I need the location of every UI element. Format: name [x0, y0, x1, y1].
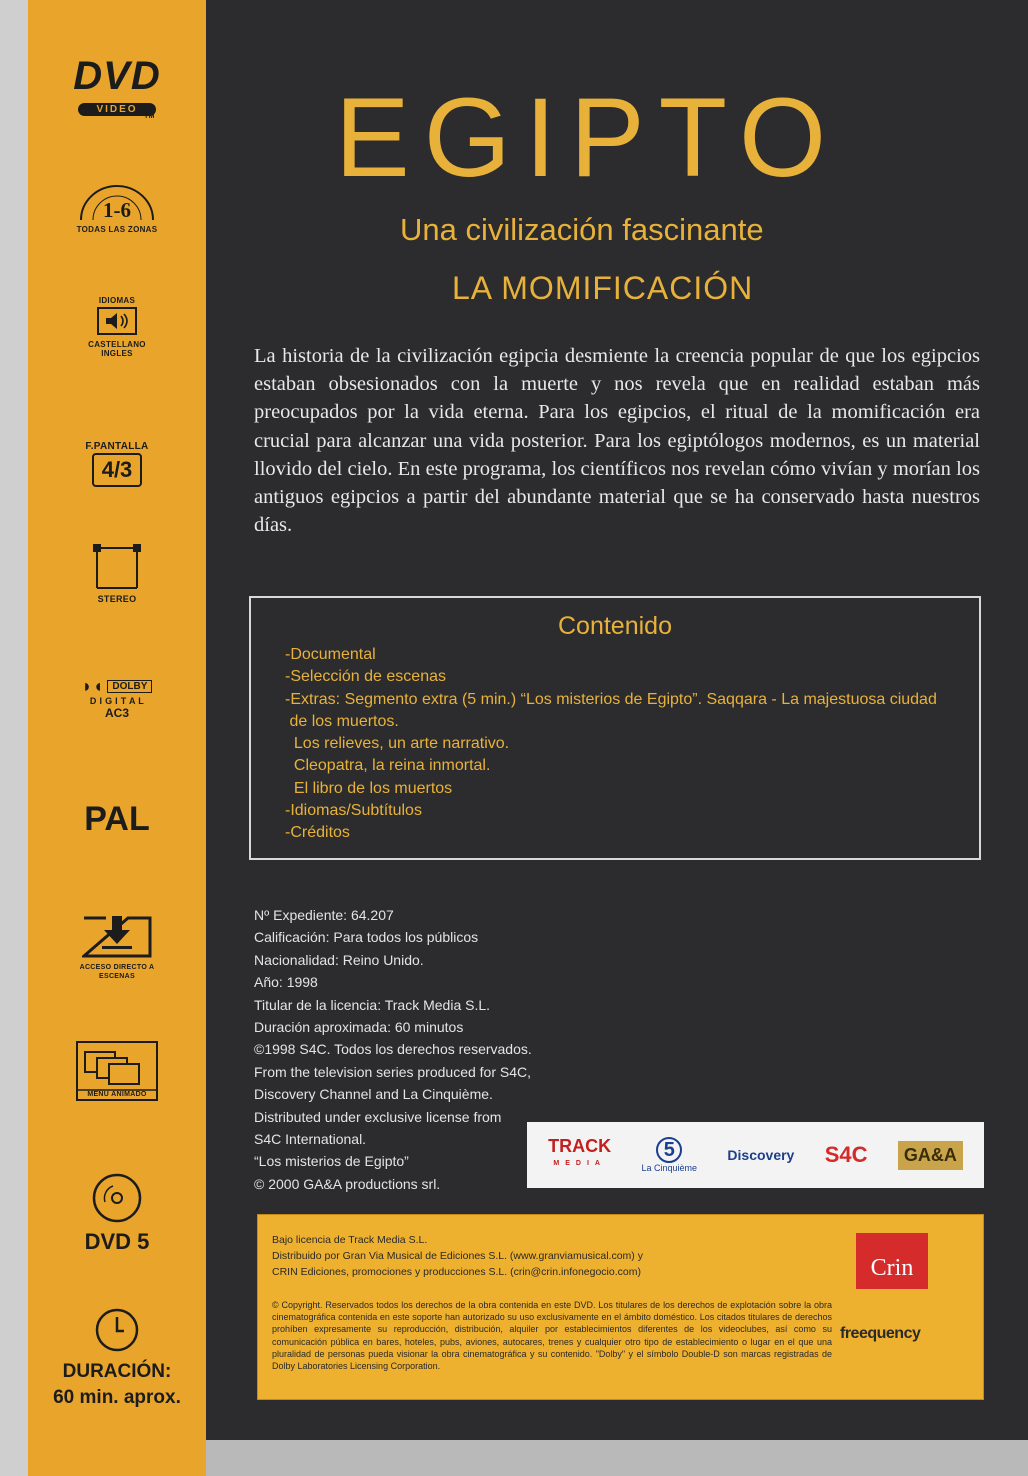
dolby-ac3: AC3: [104, 706, 129, 720]
s4c-logo: S4C: [824, 1142, 868, 1167]
partner-logos: [527, 1122, 984, 1188]
idiomas-label: IDIOMAS: [98, 296, 136, 305]
list-item: de los muertos.: [285, 712, 399, 730]
duracion-label: DURACIÓN:: [62, 1361, 172, 1382]
list-item: Los relieves, un arte narrativo.: [285, 735, 510, 753]
legal-line: Año: 1998: [254, 974, 318, 991]
scene-access-icon: [82, 914, 152, 958]
pantalla-label: F.PANTALLA: [85, 441, 149, 452]
legal-line: Discovery Channel and La Cinquième.: [254, 1086, 493, 1103]
contents-list: [285, 644, 975, 845]
duracion-value: 60 min. aprox.: [53, 1387, 181, 1408]
region-zones-block: [28, 182, 206, 234]
subtitle: Una civilización fascinante: [400, 212, 764, 247]
dvd5-label: DVD 5: [84, 1229, 150, 1254]
contents-title: Contenido: [558, 612, 672, 640]
episode-title: LA MOMIFICACIÓN: [452, 270, 754, 306]
freequency-logo: freequency: [840, 1325, 921, 1342]
discovery-logo: Discovery: [727, 1147, 795, 1163]
crin-logo: Crin: [856, 1233, 928, 1289]
zones-number: 1-6: [103, 198, 131, 222]
legal-line: ©1998 S4C. Todos los derechos reservados.: [254, 1041, 532, 1058]
duration-block: [28, 1306, 206, 1411]
tm-mark: TM: [144, 113, 155, 120]
license-lines: [272, 1232, 832, 1280]
legal-line: Distributed under exclusive license from: [254, 1108, 502, 1125]
clock-icon: [93, 1306, 141, 1354]
license-box: [257, 1214, 984, 1400]
gaa-logo: GA&A: [898, 1141, 963, 1170]
legal-line: Nº Expediente: 64.207: [254, 907, 394, 923]
legal-line: Duración aproximada: 60 minutos: [254, 1019, 464, 1036]
page-title: EGIPTO: [335, 75, 841, 200]
double-d-icon: ◗◖: [81, 676, 104, 696]
license-line: Bajo licencia de Track Media S.L.: [272, 1234, 428, 1246]
license-line: CRIN Ediciones, promociones y producciones S.L. (crin@crin.infonegocio.com): [272, 1266, 641, 1278]
list-item: -Idiomas/Subtítulos: [285, 802, 422, 820]
synopsis: La historia de la civilización egipcia desmiente la creencia popular de que los egipcios estaban obsesionados con la muerte y nos revela que en realidad estaban más preocupados por la vida eterna. Para los egipcios, el ritual de la momificación era crucial para alcanzar una vida posterior. Para los egiptólogos modernos, es un material llovido del cielo. En este programa, los científicos nos revelan cómo vivían y morían los antiguos egipcios a partir del abundante material que se ha conservado hasta nuestros días.: [254, 345, 980, 537]
menu-animado-label: MENU ANIMADO: [87, 1091, 147, 1098]
dolby-label: DOLBY: [107, 680, 152, 693]
dvd5-block: [28, 1172, 206, 1255]
dvd-video-logo: [28, 54, 206, 120]
dvd-logo-text: DVD: [73, 54, 161, 98]
license-line: Distribuido por Gran Via Musical de Ediciones S.L. (www.granviamusical.com) y: [272, 1250, 643, 1262]
la-cinquieme-logo: 5 La Cinquième: [641, 1139, 698, 1173]
disc-icon: [91, 1172, 143, 1224]
idiomas-lang2: INGLES: [101, 349, 133, 358]
animated-menu-block: [28, 1040, 206, 1107]
legal-info: [254, 904, 554, 1195]
stereo-block: [28, 542, 206, 604]
stereo-label: STEREO: [97, 594, 137, 604]
acceso-label: ACCESO DIRECTO A ESCENAS: [79, 964, 155, 980]
contents-box: [249, 596, 981, 860]
legal-line: © 2000 GA&A productions srl.: [254, 1175, 441, 1192]
legal-line: “Los misterios de Egipto”: [254, 1153, 409, 1170]
pal-label: PAL: [84, 800, 150, 838]
dolby-block: [28, 676, 206, 720]
legal-line: Titular de la licencia: Track Media S.L.: [254, 996, 491, 1013]
copyright-notice: © Copyright. Reservados todos los derechos de la obra contenida en este DVD. Los titulares de los derechos de explotación sobre la obra cinematográfica contenida en este soporte han autorizado su uso exclusivamente en el ámbito doméstico. Los citados titulares de derechos prohíben expresamente su reproducción, distribución, alquiler por establecimientos diferentes de los videoclubes, así como su comunicación pública en bares, hoteles, pubs, aviones, autocares, trenes y cualquier otro tipo de establecimiento o lugar en el que una pluralidad de personas pueda visionar la obra cinematográfica y su contenido. "Dolby" y el símbolo Double-D son marcas registradas de Dolby Laboratories Licensing Corporation.: [272, 1300, 832, 1372]
languages-block: [28, 296, 206, 358]
list-item: -Extras: Segmento extra (5 min.) “Los misterios de Egipto”. Saqqara - La majestuosa ciudad: [285, 690, 937, 708]
plastic-edge: [0, 0, 28, 1476]
zones-label: TODAS LAS ZONAS: [76, 225, 158, 234]
list-item: El libro de los muertos: [285, 779, 453, 797]
legal-line: S4C International.: [254, 1131, 367, 1148]
dolby-digital: D I G I T A L: [89, 696, 145, 706]
plastic-bottom-edge: [206, 1440, 1028, 1476]
legal-line: Calificación: Para todos los públicos: [254, 929, 479, 946]
pantalla-value: 4/3: [92, 453, 143, 487]
screen-format-block: [28, 442, 206, 487]
video-label: VIDEO: [78, 103, 155, 116]
stereo-speakers-icon: [91, 542, 143, 590]
legal-line: Nacionalidad: Reino Unido.: [254, 951, 424, 968]
list-item: Cleopatra, la reina inmortal.: [285, 757, 491, 775]
list-item: -Documental: [285, 646, 376, 663]
list-item: -Créditos: [285, 824, 350, 842]
legal-line: From the television series produced for S4C,: [254, 1063, 532, 1080]
speaker-icon: [97, 307, 137, 335]
idiomas-lang1: CASTELLANO: [88, 340, 146, 349]
scene-access-block: [28, 914, 206, 981]
track-media-logo: TRACK MEDIA: [548, 1136, 612, 1167]
list-item: -Selección de escenas: [285, 668, 446, 686]
